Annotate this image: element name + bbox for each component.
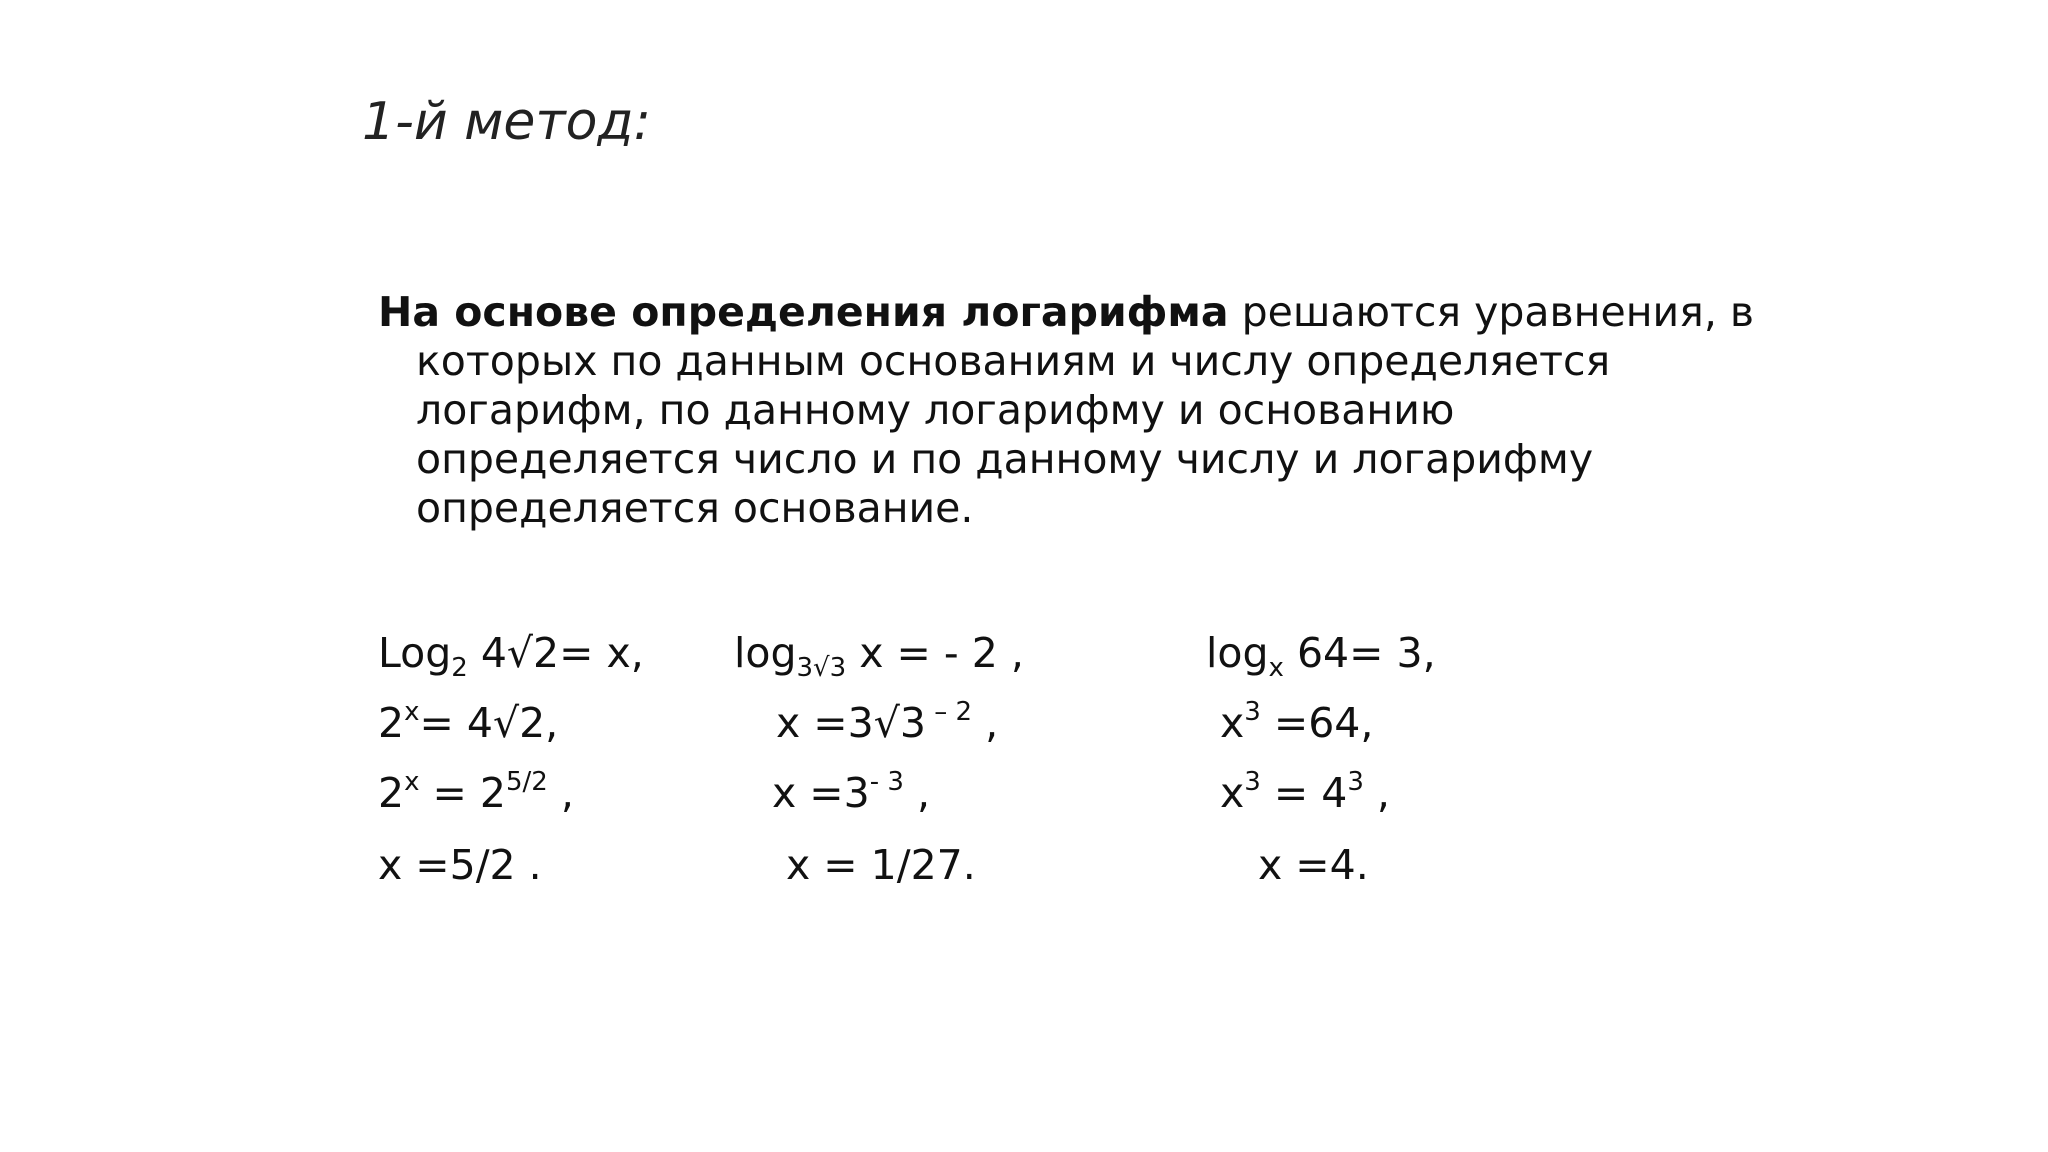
col3-row3: $x^3 = 4^3$ ,	[1220, 767, 1390, 817]
paragraph-first-rest: решаются уравнения, в	[1228, 288, 1755, 336]
col1-row2: $2^x= 4√2$,	[378, 697, 559, 747]
col1-row4: x =5/2 .	[378, 841, 542, 889]
col2-row4: x = 1/27.	[786, 841, 976, 889]
col1-row3: $2^x = 2^{5/2}$ ,	[378, 767, 574, 817]
col3-row2: $x^3 =64$,	[1220, 697, 1374, 747]
col2-row2: x =3√3 $^{- 2}$ ,	[776, 697, 999, 747]
paragraph-line-2: которых по данным основаниям и числу определяется	[416, 337, 1611, 385]
paragraph-line-1	[378, 288, 1755, 337]
slide-title: 1-й метод:	[362, 92, 651, 152]
paragraph-line-3: логарифм, по данному логарифму и основанию	[416, 386, 1455, 434]
paragraph-line-5: определяется основание.	[416, 484, 974, 532]
col2-row3: $x =3^{- 3}$ ,	[772, 767, 931, 817]
paragraph-bold-lead: На основе определения логарифма	[378, 288, 1229, 336]
col1-row1: Log$_2$ 4√2= x,	[378, 629, 644, 683]
col2-row1: $\log_{3√3} x$ = - 2 ,	[734, 629, 1024, 683]
col3-row1: $\log_x 64= 3$,	[1206, 629, 1436, 683]
definition-paragraph	[378, 288, 1755, 533]
paragraph-line-4: определяется число и по данному числу и логарифму	[416, 435, 1594, 483]
col3-row4: x =4.	[1258, 841, 1369, 889]
